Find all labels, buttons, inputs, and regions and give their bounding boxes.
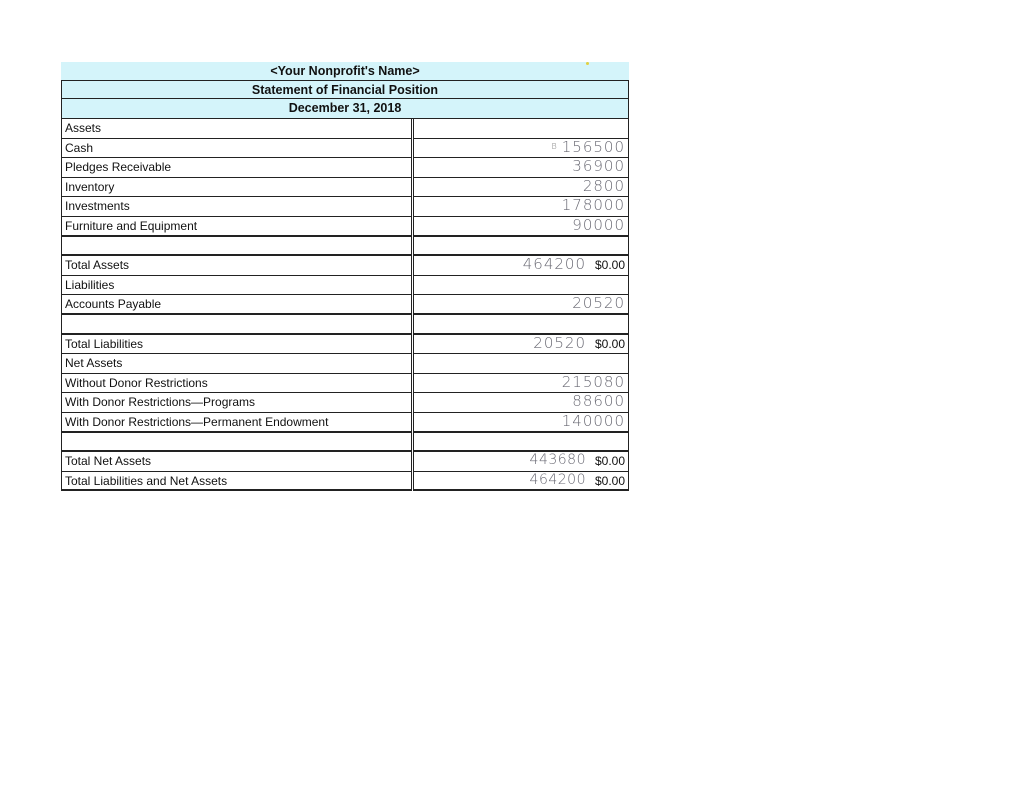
row-with-donor-restrictions-endowment xyxy=(61,413,629,433)
row-label: With Donor Restrictions—Permanent Endowment xyxy=(61,413,412,433)
row-without-donor-restrictions xyxy=(61,374,629,394)
row-value xyxy=(413,178,629,198)
row-value xyxy=(413,119,629,139)
formula-value: $0.00 xyxy=(594,473,625,488)
row-label xyxy=(61,315,412,335)
row-value xyxy=(413,413,629,433)
row-value xyxy=(413,158,629,178)
row-total-liabilities-net-assets xyxy=(61,472,629,492)
scan-speck xyxy=(586,62,589,65)
financial-statement xyxy=(61,62,629,491)
row-blank xyxy=(61,433,629,453)
row-total-net-assets xyxy=(61,452,629,472)
row-value xyxy=(413,295,629,315)
row-value xyxy=(413,197,629,217)
handwritten-value: 156500 xyxy=(561,137,625,156)
handwritten-amount xyxy=(551,138,625,156)
row-value xyxy=(413,452,629,472)
row-label: Cash xyxy=(61,139,412,159)
row-accounts-payable xyxy=(61,295,629,315)
row-value xyxy=(413,433,629,453)
row-investments xyxy=(61,197,629,217)
row-label: Total Net Assets xyxy=(61,452,412,472)
formula-value: $0.00 xyxy=(594,336,625,351)
handwritten-amount: 140000 xyxy=(561,411,625,430)
handwritten-amount: 178000 xyxy=(561,196,625,215)
row-label: Accounts Payable xyxy=(61,295,412,315)
row-with-donor-restrictions-programs xyxy=(61,393,629,413)
statement-title: Statement of Financial Position xyxy=(61,80,629,99)
row-value xyxy=(413,393,629,413)
row-value xyxy=(413,256,629,276)
handwritten-amount: 2800 xyxy=(582,176,625,195)
row-value xyxy=(413,374,629,394)
handwritten-amount: 443680 xyxy=(529,452,586,469)
row-value xyxy=(413,354,629,374)
handwritten-amount: 215080 xyxy=(561,372,625,391)
row-label: Liabilities xyxy=(61,276,412,296)
row-total-assets xyxy=(61,256,629,276)
row-value xyxy=(413,335,629,355)
row-label: Pledges Receivable xyxy=(61,158,412,178)
handwritten-amount: 20520 xyxy=(572,294,625,313)
row-furniture-equipment xyxy=(61,217,629,237)
formula-value: $0.00 xyxy=(594,258,625,273)
row-label: Total Liabilities and Net Assets xyxy=(61,472,412,492)
row-value xyxy=(413,217,629,237)
row-label xyxy=(61,433,412,453)
handwritten-amount: 464200 xyxy=(529,471,586,488)
row-value xyxy=(413,139,629,159)
row-value xyxy=(413,315,629,335)
row-label: Inventory xyxy=(61,178,412,198)
handwritten-amount: 90000 xyxy=(572,215,625,234)
row-cash xyxy=(61,139,629,159)
row-blank xyxy=(61,315,629,335)
row-inventory xyxy=(61,178,629,198)
row-label: Total Assets xyxy=(61,256,412,276)
row-label: Furniture and Equipment xyxy=(61,217,412,237)
row-label: With Donor Restrictions—Programs xyxy=(61,393,412,413)
statement-date: December 31, 2018 xyxy=(61,99,629,119)
row-label: Assets xyxy=(61,119,412,139)
row-label: Investments xyxy=(61,197,412,217)
handwritten-amount: 88600 xyxy=(572,392,625,411)
row-value xyxy=(413,276,629,296)
row-label: Without Donor Restrictions xyxy=(61,374,412,394)
row-assets-heading xyxy=(61,119,629,139)
row-liabilities-heading xyxy=(61,276,629,296)
row-net-assets-heading xyxy=(61,354,629,374)
row-total-liabilities xyxy=(61,335,629,355)
handwritten-prefix: B xyxy=(551,141,558,151)
row-label xyxy=(61,237,412,257)
row-value xyxy=(413,472,629,492)
row-pledges-receivable xyxy=(61,158,629,178)
org-name: <Your Nonprofit's Name> xyxy=(61,62,629,80)
row-value xyxy=(413,237,629,257)
row-label: Total Liabilities xyxy=(61,335,412,355)
row-blank xyxy=(61,237,629,257)
handwritten-amount: 36900 xyxy=(572,157,625,176)
handwritten-amount: 20520 xyxy=(533,333,586,352)
handwritten-amount: 464200 xyxy=(522,255,586,274)
row-label: Net Assets xyxy=(61,354,412,374)
formula-value: $0.00 xyxy=(594,454,625,469)
